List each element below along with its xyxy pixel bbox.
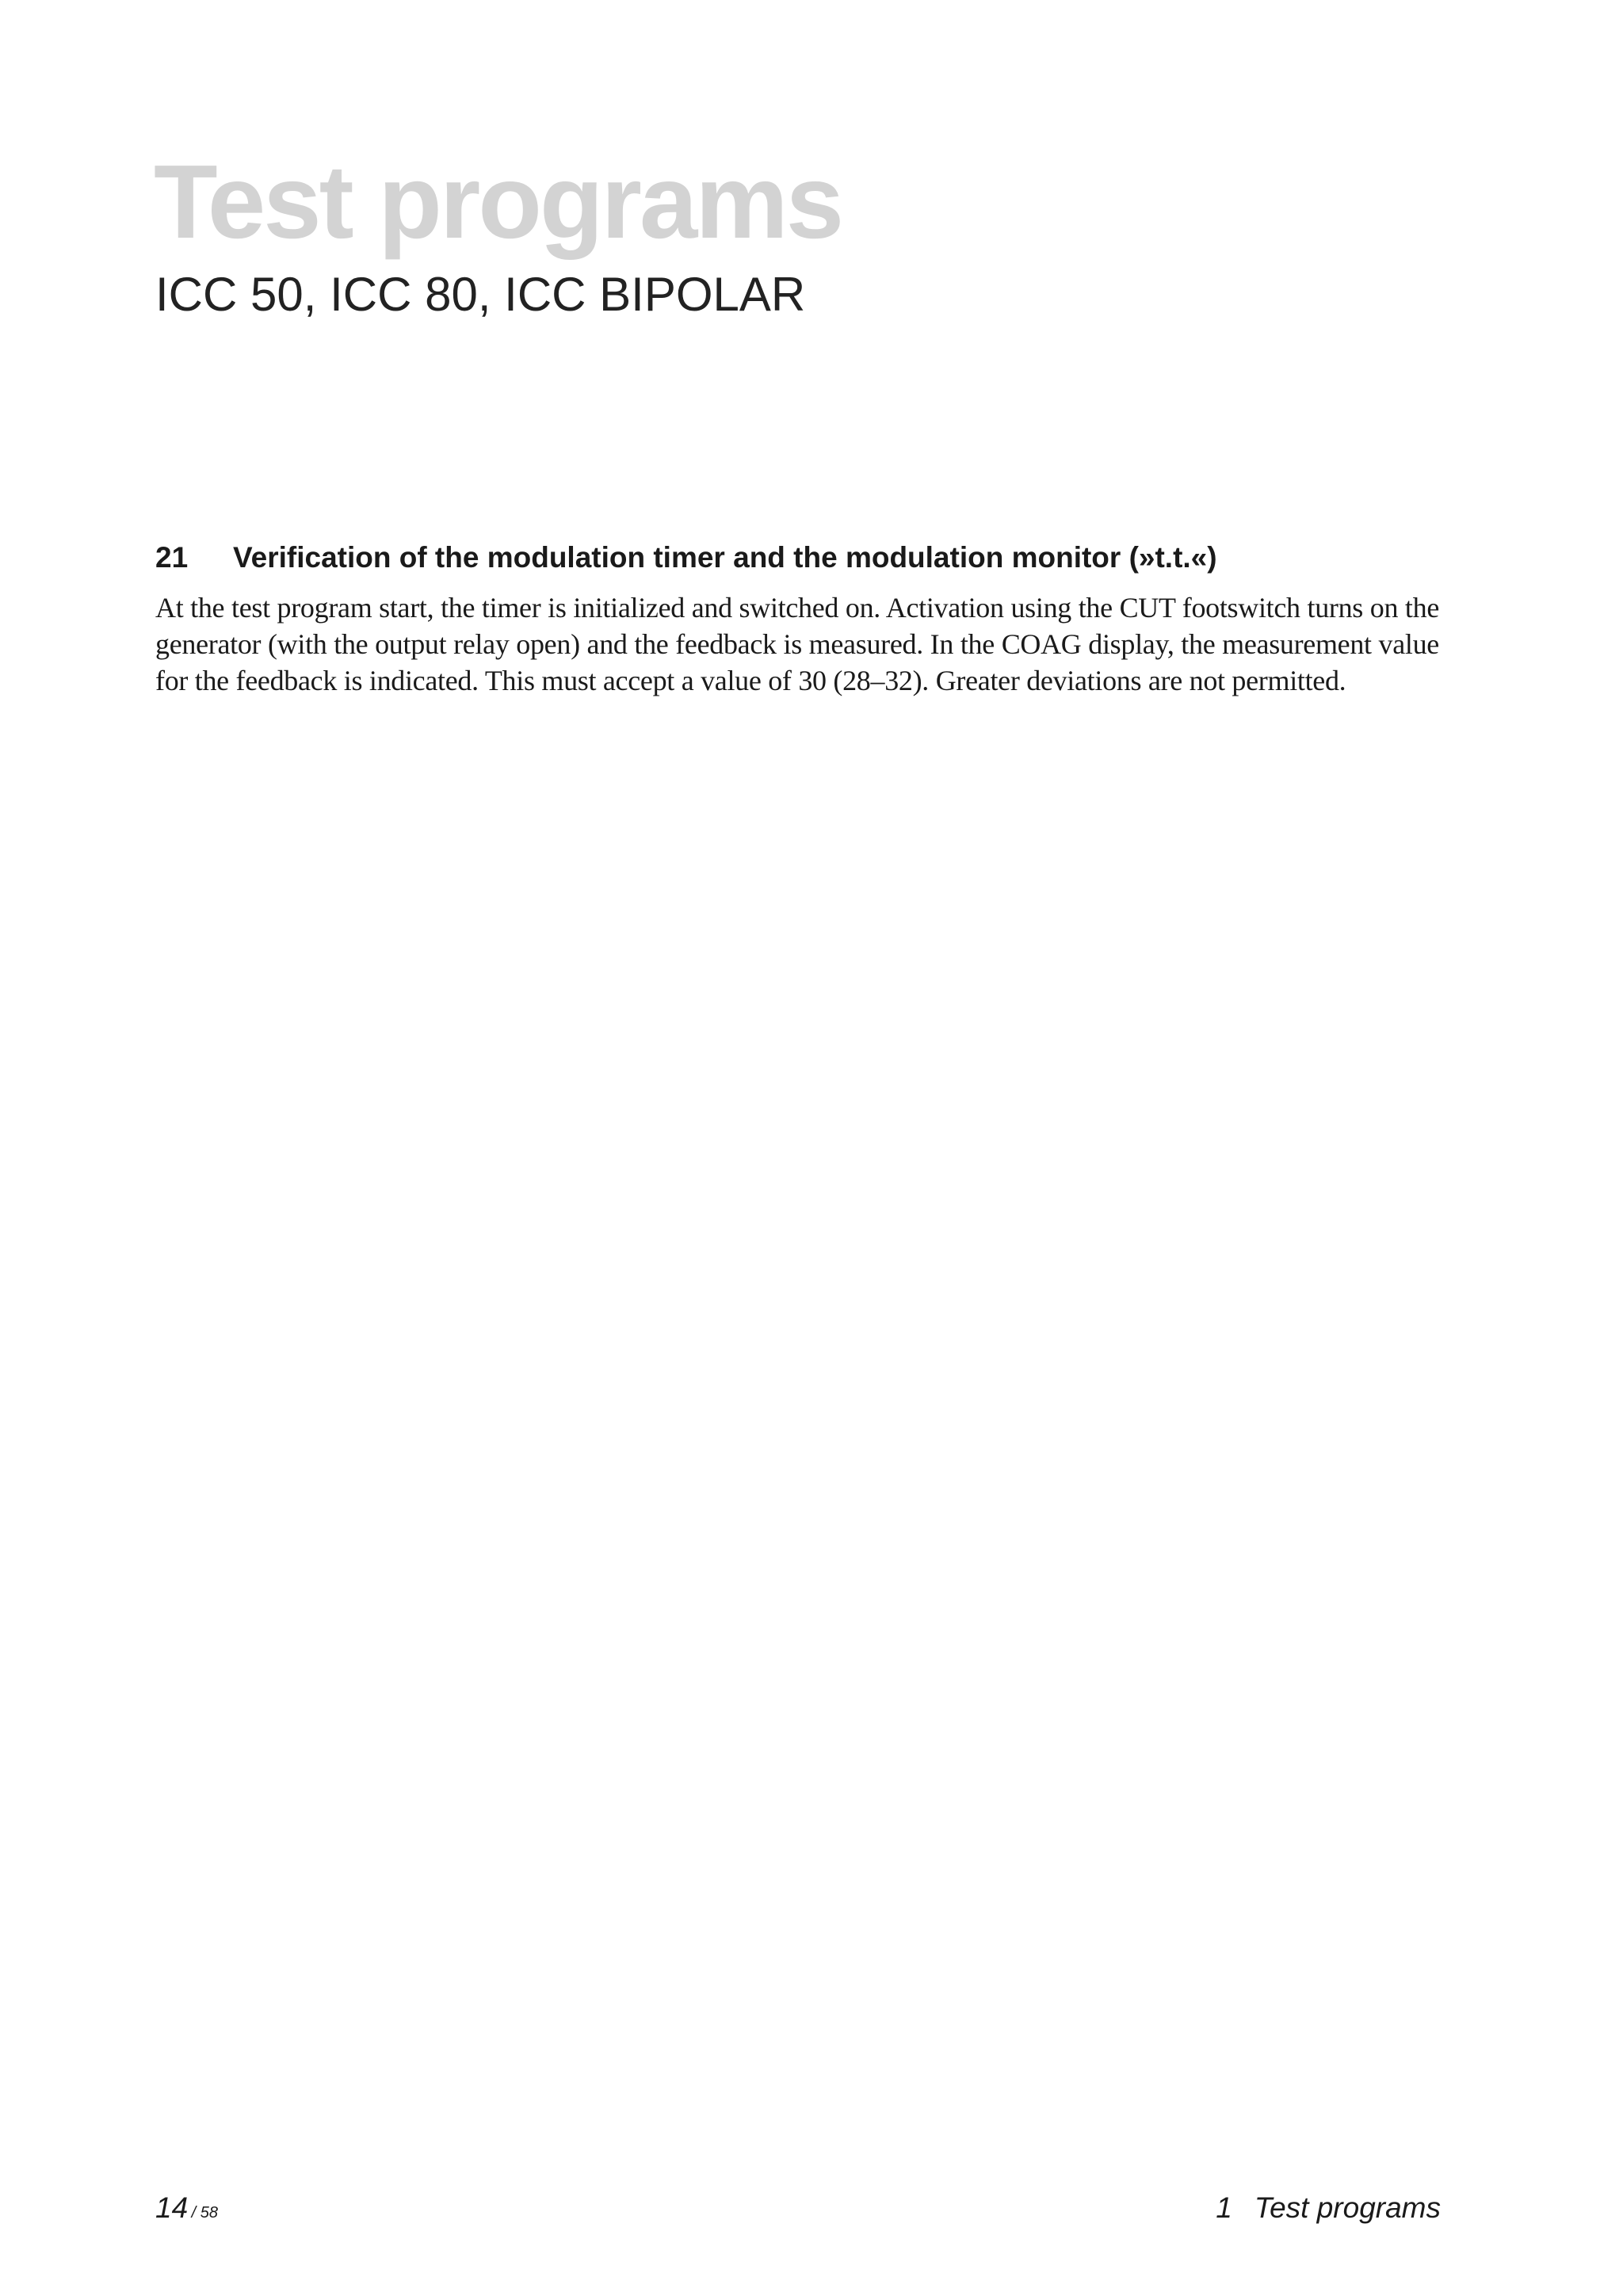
footer-chapter-label — [1216, 2191, 1441, 2225]
footer-chapter-title: Test programs — [1254, 2191, 1441, 2224]
section-body-paragraph: At the test program start, the timer is initialized and switched on. Activation using the CUT footswitch turns on the generator (with the output relay open) and the feedback is measured. In the COAG display, the measurement value for the feedback is indicated. This must accept a value of 30 (28–32). Greater deviations are not permitted. — [155, 592, 1439, 696]
section-heading — [155, 539, 1217, 577]
page-number: 14 — [155, 2191, 189, 2224]
section-heading-text: Verification of the modulation timer and the modulation monitor (»t.t.«) — [233, 541, 1217, 574]
footer-page-indicator — [155, 2191, 218, 2225]
section-number: 21 — [155, 541, 189, 574]
chapter-subtitle: ICC 50, ICC 80, ICC BIPOLAR — [155, 268, 806, 321]
chapter-title: Test programs — [154, 143, 842, 260]
page-total: / 58 — [191, 2204, 218, 2222]
footer-chapter-number: 1 — [1216, 2191, 1232, 2224]
